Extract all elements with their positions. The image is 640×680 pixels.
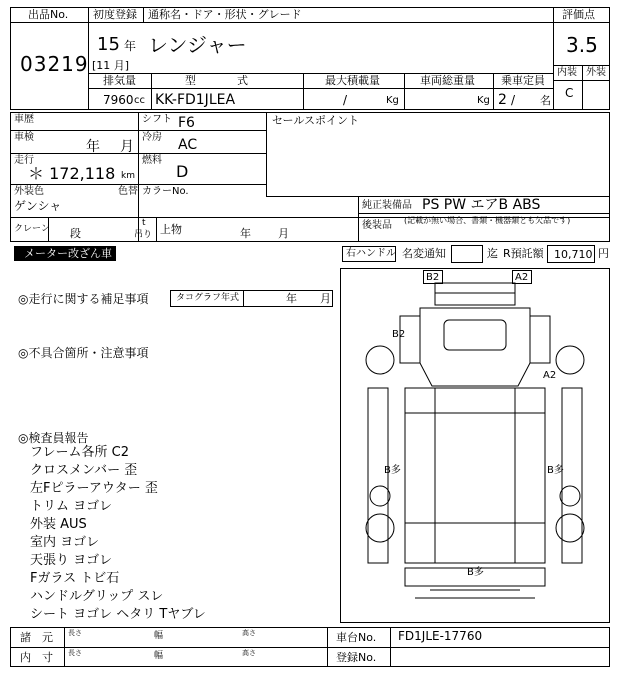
score-value: 3.5 bbox=[566, 33, 598, 57]
crane-label: クレーン bbox=[14, 224, 50, 234]
shift-value: F6 bbox=[178, 115, 195, 131]
name-change-label: 名変通知 bbox=[402, 247, 446, 260]
capacity-label: 乗車定員 bbox=[501, 74, 545, 87]
fuel-value: D bbox=[176, 162, 189, 181]
genuine-items: PS PW エアB ABS bbox=[422, 197, 541, 213]
remaining-label: 迄 bbox=[487, 247, 498, 260]
chassis-number: FD1JLE-17760 bbox=[398, 629, 483, 643]
ac-label: 冷房 bbox=[142, 132, 162, 143]
recycle-amount-box: 10,710 bbox=[547, 245, 595, 263]
inner-label: 内 寸 bbox=[20, 651, 53, 664]
lot-label: 出品No. bbox=[28, 8, 69, 21]
tachograph-month: 月 bbox=[320, 292, 331, 305]
reg-year-unit: 年 bbox=[124, 39, 137, 53]
report-line: クロスメンバー 歪 bbox=[30, 463, 138, 478]
lot-number: 03219 bbox=[20, 52, 89, 76]
interior-grade: C bbox=[565, 86, 574, 100]
color-code-label: カラーNo. bbox=[142, 186, 189, 197]
max-load-label: 最大積載量 bbox=[325, 74, 380, 87]
crane-t: t bbox=[142, 218, 146, 228]
type-label: 型 式 bbox=[185, 74, 250, 87]
report-line: 外装 AUS bbox=[30, 517, 87, 532]
max-load-unit: Kg bbox=[386, 95, 399, 106]
odometer-tampered-badge: メーター改ざん車 bbox=[14, 246, 116, 261]
mounted-month: 月 bbox=[278, 227, 289, 240]
inspection-year: 年 bbox=[86, 139, 100, 155]
aftermarket-label: 後装品 bbox=[362, 220, 392, 231]
report-line: ハンドルグリップ スレ bbox=[30, 589, 164, 604]
ext-color-value: ゲンシャ bbox=[14, 199, 62, 213]
shift-label: シフト bbox=[142, 114, 172, 125]
inspector-report-lines bbox=[30, 444, 206, 624]
crane-stage: 段 bbox=[70, 227, 81, 240]
gross-weight-unit: Kg bbox=[477, 95, 490, 106]
model-name: レンジャー bbox=[148, 33, 247, 57]
capacity-slash: / bbox=[511, 93, 516, 107]
mark-a2-side: A2 bbox=[543, 370, 557, 381]
report-line: 左Fピラーアウター 歪 bbox=[30, 481, 158, 496]
report-line: トリム ヨゴレ bbox=[30, 499, 113, 514]
first-reg-label: 初度登録 bbox=[93, 8, 137, 21]
inspection-month: 月 bbox=[120, 139, 134, 155]
name-change-box bbox=[451, 245, 483, 263]
mounted-year: 年 bbox=[240, 227, 251, 240]
max-load-slash: / bbox=[343, 93, 348, 107]
length-label-inner: 長さ bbox=[68, 649, 82, 657]
height-label-inner: 高さ bbox=[242, 649, 256, 657]
displacement-unit: cc bbox=[134, 95, 145, 106]
crane-hang: 吊り bbox=[134, 230, 153, 240]
type-code: KK-FD1JLEA bbox=[155, 92, 236, 108]
mark-bmany-left: B多 bbox=[384, 465, 401, 476]
report-line: 室内 ヨゴレ bbox=[30, 535, 100, 550]
score-label: 評価点 bbox=[562, 8, 595, 21]
ext-color-label: 外装色 bbox=[14, 186, 44, 197]
width-label-inner: 幅 bbox=[154, 651, 164, 661]
recycle-label: R預託額 bbox=[503, 247, 544, 260]
right-handle-box: 右ハンドル bbox=[342, 246, 396, 262]
inspector-report-label: ◎検査員報告 bbox=[18, 431, 89, 445]
reg-month: [11 月] bbox=[92, 59, 130, 72]
aftermarket-note: (記載が無い場合、書類・機器類とも欠品です) bbox=[404, 216, 571, 225]
length-label: 長さ bbox=[68, 629, 82, 637]
mileage-value: ＊ 172,118 bbox=[28, 164, 116, 183]
mileage-label: 走行 bbox=[14, 155, 34, 166]
registration-label: 登録No. bbox=[336, 651, 377, 664]
sales-point-label: セールスポイント bbox=[272, 114, 360, 127]
height-label: 高さ bbox=[242, 629, 256, 637]
tachograph-year: 年 bbox=[286, 292, 297, 305]
recycle-unit: 円 bbox=[598, 247, 609, 260]
width-label: 幅 bbox=[154, 631, 164, 641]
mark-b2-cab: B2 bbox=[392, 329, 406, 340]
color-change-label: 色替 bbox=[118, 186, 138, 197]
mark-a2-top: A2 bbox=[512, 270, 532, 284]
gross-weight-label: 車両総重量 bbox=[420, 74, 475, 87]
capacity-value: 2 bbox=[498, 92, 507, 108]
driving-note: ◎走行に関する補足事項 bbox=[18, 292, 149, 306]
report-line: Fガラス トビ石 bbox=[30, 571, 120, 586]
chassis-label: 車台No. bbox=[336, 631, 377, 644]
report-line: 天張り ヨゴレ bbox=[30, 553, 113, 568]
mark-bmany-rear: B多 bbox=[467, 567, 484, 578]
report-line: シート ヨゴレ ヘタリ Tヤブレ bbox=[30, 607, 206, 622]
ac-value: AC bbox=[178, 137, 198, 153]
displacement-value: 7960 bbox=[103, 93, 134, 107]
inspection-label: 車検 bbox=[14, 132, 34, 143]
tachograph-label: タコグラフ年式 bbox=[176, 293, 240, 303]
interior-label: 内装 bbox=[557, 67, 577, 78]
specs-label: 諸 元 bbox=[20, 631, 53, 644]
capacity-unit: 名 bbox=[540, 94, 551, 107]
mounted-label: 上物 bbox=[160, 223, 182, 236]
history-label: 車歴 bbox=[14, 114, 34, 125]
defects-note: ◎不具合箇所・注意事項 bbox=[18, 346, 149, 360]
exterior-label: 外装 bbox=[586, 67, 606, 78]
mileage-unit: km bbox=[121, 171, 135, 181]
reg-year: 15 bbox=[97, 34, 120, 55]
report-line: フレーム各所 C2 bbox=[30, 445, 129, 460]
fuel-label: 燃料 bbox=[142, 155, 162, 166]
displacement-label: 排気量 bbox=[103, 74, 136, 87]
mark-bmany-right: B多 bbox=[547, 465, 564, 476]
model-grade-label: 通称名・ドア・形状・グレード bbox=[148, 8, 302, 21]
mark-b2-top: B2 bbox=[423, 270, 443, 284]
genuine-label: 純正装備品 bbox=[362, 200, 412, 211]
